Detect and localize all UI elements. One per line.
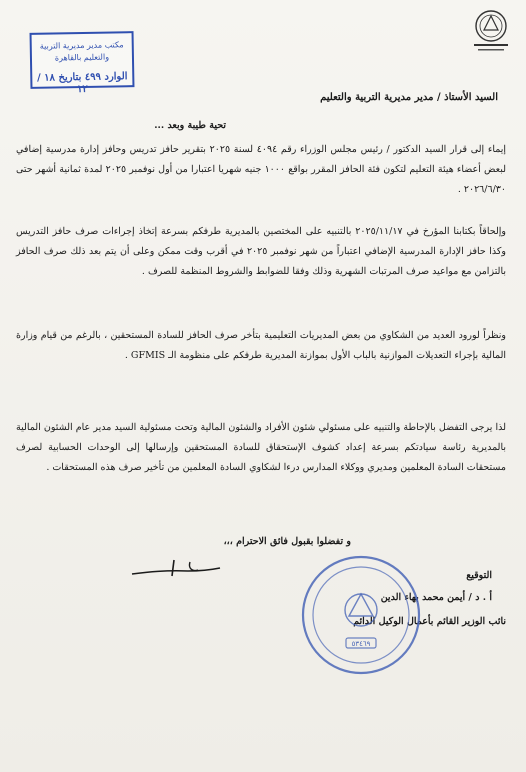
signature-label: التوقيع: [466, 570, 492, 581]
handwritten-signature: [128, 554, 224, 584]
closing-line: و تفضلوا بقبول فائق الاحترام ،،،: [223, 536, 351, 547]
signer-name: أ . د / أيمن محمد بهاء الدين: [380, 592, 492, 603]
ministry-logo-icon: [466, 8, 516, 54]
incoming-stamp-ref: الوارد ٤٩٩ بتاريخ ١٨ / ١٢: [36, 71, 128, 96]
seal-number: ٥٣٤٦٩: [351, 640, 371, 648]
incoming-stamp: [30, 31, 135, 96]
official-seal: [298, 552, 424, 678]
paragraph-2: وإلحاقاً بكتابنا المؤرخ في ٢٠٢٥/١١/١٧ بالتنبيه على المختصين بالمديرية طرفكم بسرعة إتخاذ إجراءات صرف حافز التدريس وكذا حافز الإدارة المدرسية الإضافي اعتباراً من شهر نوفمبر ٢٠٢٥ في أقرب وقت ممكن وعلى أن يتم بعد ذلك صرف الحافز بالتزامن مع مواعيد صرف المرتبات الشهرية وذلك وفقا للضوابط والشروط المنظمة للصرف .: [16, 226, 506, 277]
signer-title: نائب الوزير القائم بأعمال الوكيل الدائم: [353, 616, 506, 627]
greeting: تحية طيبة وبعد ...: [154, 120, 226, 131]
paragraph-1: إيماء إلى قرار السيد الدكتور / رئيس مجلس الوزراء رقم ٤٠٩٤ لسنة ٢٠٢٥ بتقرير حافز تدريس وحافز إدارة مدرسية إضافي لبعض أعضاء هيئة التعليم لتكون فئة الحافز المقرر بواقع ١٠٠٠ جنيه شهريا اعتبارا من أول نوفمبر ٢٠٢٥ لمدة ثمانية أشهر حتى ٢٠٢٦/٦/٣٠ .: [16, 144, 506, 195]
salutation: السيد الأستاذ / مدير مديرية التربية والتعليم: [320, 92, 498, 103]
incoming-stamp-title: مكتب مدير مديرية التربية والتعليم بالقاهرة: [39, 40, 124, 63]
paragraph-3: ونظراً لورود العديد من الشكاوي من بعض المديريات التعليمية بتأخر صرف الحافز للسادة المستحقين ، بالرغم من قيام وزارة المالية بإجراء التعديلات الموازنية بالباب الأول بموازنة المديرية طرفكم على منظومة الـ GFMIS .: [16, 330, 506, 361]
paragraph-4: لذا يرجى التفضل بالإحاطة والتنبيه على مسئولي شئون الأفراد والشئون المالية وتحت مسئولية السيد مدير عام الشئون المالية بالمديرية رئاسة سيادتكم بسرعة إعداد كشوف الإستحقاق للسادة المستحقين وإرسالها إلى الوحدات الحسابية لصرف مستحقات السادة المعلمين ومديري ووكلاء المدارس درءا لشكاوي السادة المعلمين من تأخير صرف هذه المستحقات .: [16, 422, 506, 473]
